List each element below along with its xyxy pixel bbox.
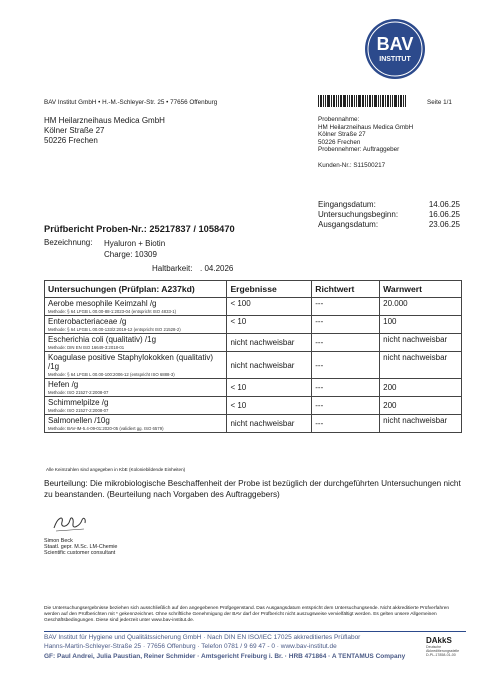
sampling-line: 50226 Frechen [318,138,361,146]
warning-cell: 200 [380,397,462,415]
warning-cell: 100 [380,316,462,334]
test-cell [45,397,227,415]
dakks-sub: Akkreditierungsstelle [426,649,460,653]
table-row [45,298,462,316]
dakks-code: D-PL-17858-01-00 [426,653,456,657]
barcode-bar [385,95,386,107]
result-cell: nicht nachweisbar [227,334,312,352]
date-row [318,210,460,220]
test-cell [45,298,227,316]
signer-role: Scientific customer consultant [44,550,116,557]
barcode-bar [358,95,361,107]
barcode-bar [323,95,324,107]
customer-number: Kunden-Nr.: S11500217 [318,162,386,169]
test-cell [45,316,227,334]
barcode-bar [327,95,330,107]
batch-number: Charge: 10309 [104,250,157,259]
date-row [318,200,460,210]
barcode-bar [331,95,332,107]
test-name: Schimmelpilze /g [48,398,109,407]
test-method: Methode: § 64 LFGB L 00.00-133/2:2019-12 (entspricht ISO 21528-2) [48,327,181,332]
result-cell: < 10 [227,316,312,334]
header-tests: Untersuchungen (Prüfplan: A237kd) [45,281,227,298]
date-row [318,220,460,230]
barcode-bar [362,95,364,107]
table-row [45,379,462,397]
date-label: Ausgangsdatum: [318,220,379,229]
barcode-bar [338,95,339,107]
barcode-bar [380,95,381,107]
footer-line: BAV Institut für Hygiene und Qualitätssicherung GmbH · Nach DIN EN ISO/IEC 17025 akkreditiertes Prüflabor [44,634,361,641]
table-row [45,316,462,334]
barcode-bar [347,95,348,107]
barcode-bar [405,95,406,107]
barcode-bar [374,95,377,107]
results-table [44,280,462,433]
table-header [45,281,462,298]
barcode-bar [372,95,373,107]
test-name: Koagulase positive Staphylokokken (qualitativ) /1g [48,353,213,371]
footer-line: Hanns-Martin-Schleyer-Straße 25 · 77656 Offenburg · Telefon 0781 / 9 69 47 - 0 · www.bav-institut.de [44,643,337,651]
table-row [45,397,462,415]
barcode-bar [343,95,346,107]
bav-institut-logo [364,18,426,80]
assessment-text: Beurteilung: Die mikrobiologische Beschaffenheit der Probe ist bezüglich der durchgeführten Untersuchungen nicht zu beanstanden. (Beurteilung nach Vorgaben des Auftraggebers) [44,479,461,499]
sampling-line: Probennahme: [318,116,360,123]
test-method: Methode: ISO 21527-2:2008-07 [48,408,109,413]
table-note: Alle Keimzahlen sind angegeben in KbE (Koloniebildende Einheiten) [46,467,186,472]
shelf-life-value: . 04.2026 [200,264,234,273]
guideline-cell: --- [312,397,380,415]
signer-name: Simon Beck [44,538,73,544]
barcode-bar [392,95,393,107]
date-label: Untersuchungsbeginn: [318,210,399,219]
recipient-address [44,116,165,146]
barcode-bar [394,95,397,107]
date-value: 16.06.25 [428,210,460,219]
table-row [45,415,462,433]
barcode-bar [340,95,342,107]
barcode-bar [400,95,402,107]
footer-divider [44,631,466,632]
test-cell [45,415,227,433]
warning-cell: nicht nachweisbar [380,352,462,379]
barcode-bar [398,95,399,107]
guideline-cell: --- [312,415,380,433]
guideline-cell: --- [312,379,380,397]
warning-cell: 20.000 [380,298,462,316]
barcode-bar [390,95,391,107]
sender-line: BAV Institut GmbH • H.-M.-Schleyer-Str. 25 • 77656 Offenburg [44,99,218,106]
barcode-bar [367,95,368,107]
barcode-bar [349,95,350,107]
barcode [318,95,414,107]
test-name: Hefen /g [48,380,79,389]
sampling-line: HM Heilarzneihaus Medica GmbH [318,123,414,131]
barcode-bar [382,95,384,107]
header-guideline: Richtwert [312,281,380,298]
test-name: Salmonellen /10g [48,416,110,425]
barcode-bar [403,95,404,107]
recipient-line: 50226 Frechen [44,136,98,145]
guideline-cell: --- [312,334,380,352]
guideline-cell: --- [312,316,380,334]
guideline-cell: --- [312,298,380,316]
result-cell: nicht nachweisbar [227,352,312,379]
barcode-bar [365,95,366,107]
footer [44,633,464,661]
dakks-name: DAkkS [426,636,452,645]
guideline-cell: --- [312,352,380,379]
logo-bottom-text: INSTITUT [379,56,411,63]
test-name: Aerobe mesophile Keimzahl /g [48,299,157,308]
recipient-line: HM Heilarzneihaus Medica GmbH [44,116,165,125]
test-name: Enterobacteriaceae /g [48,317,127,326]
result-cell: < 10 [227,397,312,415]
barcode-bar [320,95,322,107]
signature-icon [50,512,90,534]
sampling-line: Probennehmer: Auftraggeber [318,146,400,153]
barcode-bar [369,95,371,107]
signer-block [44,538,117,557]
test-method: Methode: BAV-IM-5.4-09-01:2020-05 (validiert gg. ISO 6579) [48,426,164,431]
barcode-bar [333,95,335,107]
table-row [45,352,462,379]
test-method: Methode: § 64 LFGB L 00.00-100:2006-12 (entspricht ISO 6888-3) [48,372,175,377]
warning-cell: nicht nachweisbar [380,415,462,433]
result-cell: < 10 [227,379,312,397]
barcode-bar [354,95,355,107]
test-cell [45,379,227,397]
test-method: Methode: ISO 21527-2:2008-07 [48,390,109,395]
disclaimer: Die Untersuchungsergebnisse beziehen sich ausschließlich auf den angegebenen Prüfgegenstand. Das Ausgangsdatum entspricht dem Untersuchungsende. Nicht akkreditierte Prüfverfahren werden auf den Prüfberichten mit * gekennzeichnet. Ohne schriftliche Genehmigung der BAV darf der Prüfbericht nicht auszugsweise vervielfältigt werden. Es gelten unsere Allgemeinen Geschäftsbedingungen. Diese sind jederzeit unter www.bav-institut.de. [44,606,450,623]
header-warning: Warnwert [380,281,462,298]
designation-value: Hyaluron + Biotin [104,239,166,248]
designation [104,238,165,260]
recipient-line: Kölner Straße 27 [44,126,105,135]
designation-label: Bezeichnung: [44,238,93,247]
warning-cell: 200 [380,379,462,397]
dakks-logo [426,636,466,662]
barcode-bar [336,95,337,107]
signer-title: Staatl. gepr. M.Sc. LM-Chemie [44,544,118,551]
table-row [45,334,462,352]
test-cell [45,352,227,379]
sampling-line: Kölner Straße 27 [318,131,366,138]
date-value: 14.06.25 [428,200,460,209]
report-title: Prüfbericht Proben-Nr.: 25217837 / 1058470 [44,224,235,234]
result-cell: < 100 [227,298,312,316]
result-cell: nicht nachweisbar [227,415,312,433]
test-method: Methode: § 64 LFGB L 00.00-88-1:2023-04 (entspricht ISO 4833-1) [48,309,177,314]
date-value: 23.06.25 [428,220,460,229]
date-label: Eingangsdatum: [318,200,376,209]
barcode-bar [378,95,379,107]
shelf-life-label: Haltbarkeit: [152,264,193,273]
page-number: Seite 1/1 [427,99,452,106]
header-results: Ergebnisse [227,281,312,298]
barcode-bar [351,95,353,107]
barcode-bar [387,95,389,107]
dates-block [318,200,460,230]
test-method: Methode: DIN EN ISO 16649-3:2018-01 [48,345,125,350]
dakks-sub: Deutsche [426,645,442,649]
barcode-bar [325,95,326,107]
test-name: Escherichia coli (qualitativ) /1g [48,335,157,344]
warning-cell: nicht nachweisbar [380,334,462,352]
logo-top-text: BAV [376,34,414,54]
footer-line: GF: Paul Andrei, Julia Paustian, Reiner Schmider · Amtsgericht Freiburg i. Br. · HRB 471864 · A TENTAMUS Company [44,652,406,660]
barcode-bar [356,95,357,107]
test-cell [45,334,227,352]
barcode-bar [318,95,319,107]
sampling-info [318,116,413,154]
